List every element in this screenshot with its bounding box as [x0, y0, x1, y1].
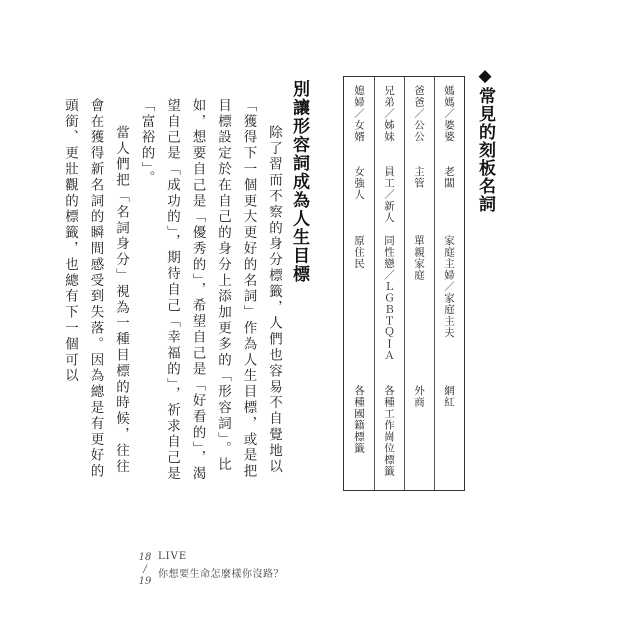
table-cell: 媽媽／婆婆: [443, 85, 455, 143]
table-cell: 女強人: [353, 166, 365, 201]
table-cell: 各種工作崗位標籤: [383, 385, 395, 477]
subsection-title: 別讓形容詞成為人生目標: [289, 80, 309, 284]
table-cell: 同性戀／ＬＧＢＴＱＩＡ: [383, 235, 395, 362]
table-cell: 爸爸／公公: [413, 85, 425, 143]
table-row: [404, 77, 435, 490]
table-cell: 網紅: [443, 385, 455, 408]
page-numbers: [137, 552, 153, 588]
table-row: [434, 77, 464, 490]
paragraph: 除了習而不察的身分標籤，人們也容易不自覺地以「獲得下一個更大更好的名詞」作為人生目標，或是把目標設定於在自己的身分上添加更多的「形容詞」。比如，想要自己是「優秀的」，希望自己是「好看的」，渴望自己是「成功的」，期待自己「幸福的」，祈求自己是「富裕的」。: [138, 98, 282, 482]
page-number-right: 19: [138, 576, 152, 587]
section-heading-text: 常見的刻板名詞: [475, 87, 495, 213]
table-cell: 單親家庭: [413, 235, 425, 281]
table-cell: 主管: [413, 166, 425, 189]
table-cell: 家庭主婦／家庭主夫: [443, 235, 455, 339]
table-row: [374, 77, 405, 490]
table-cell: 員工／新人: [383, 166, 395, 224]
section-heading: [473, 66, 498, 213]
paragraph: 當人們把「名詞身分」視為一種目標的時候，往往會在獲得新名詞的瞬間感受到失落。因為總是有更好的頭銜、更壯觀的標籤，也總有下一個可以: [62, 98, 129, 480]
table-cell: 老闆: [443, 166, 455, 189]
stereotype-table: [343, 76, 465, 491]
table-cell: 媳婦／女婿: [353, 85, 365, 143]
table-cell: 兄弟／姊妹: [383, 85, 395, 143]
table-row: [344, 77, 375, 490]
table-cell: 外商: [413, 385, 425, 408]
body-text: [62, 98, 286, 488]
diamond-bullet-icon: ◆: [475, 66, 495, 87]
table-cell: 原住民: [353, 235, 365, 270]
table-cell: 各種國籍標籤: [353, 385, 365, 454]
footer-series-label: LIVE: [158, 551, 188, 562]
page-number-divider: /: [143, 564, 147, 575]
footer-book-title: 你想要生命怎麼樣你沒路？: [158, 569, 284, 580]
page-number-left: 18: [138, 552, 152, 563]
